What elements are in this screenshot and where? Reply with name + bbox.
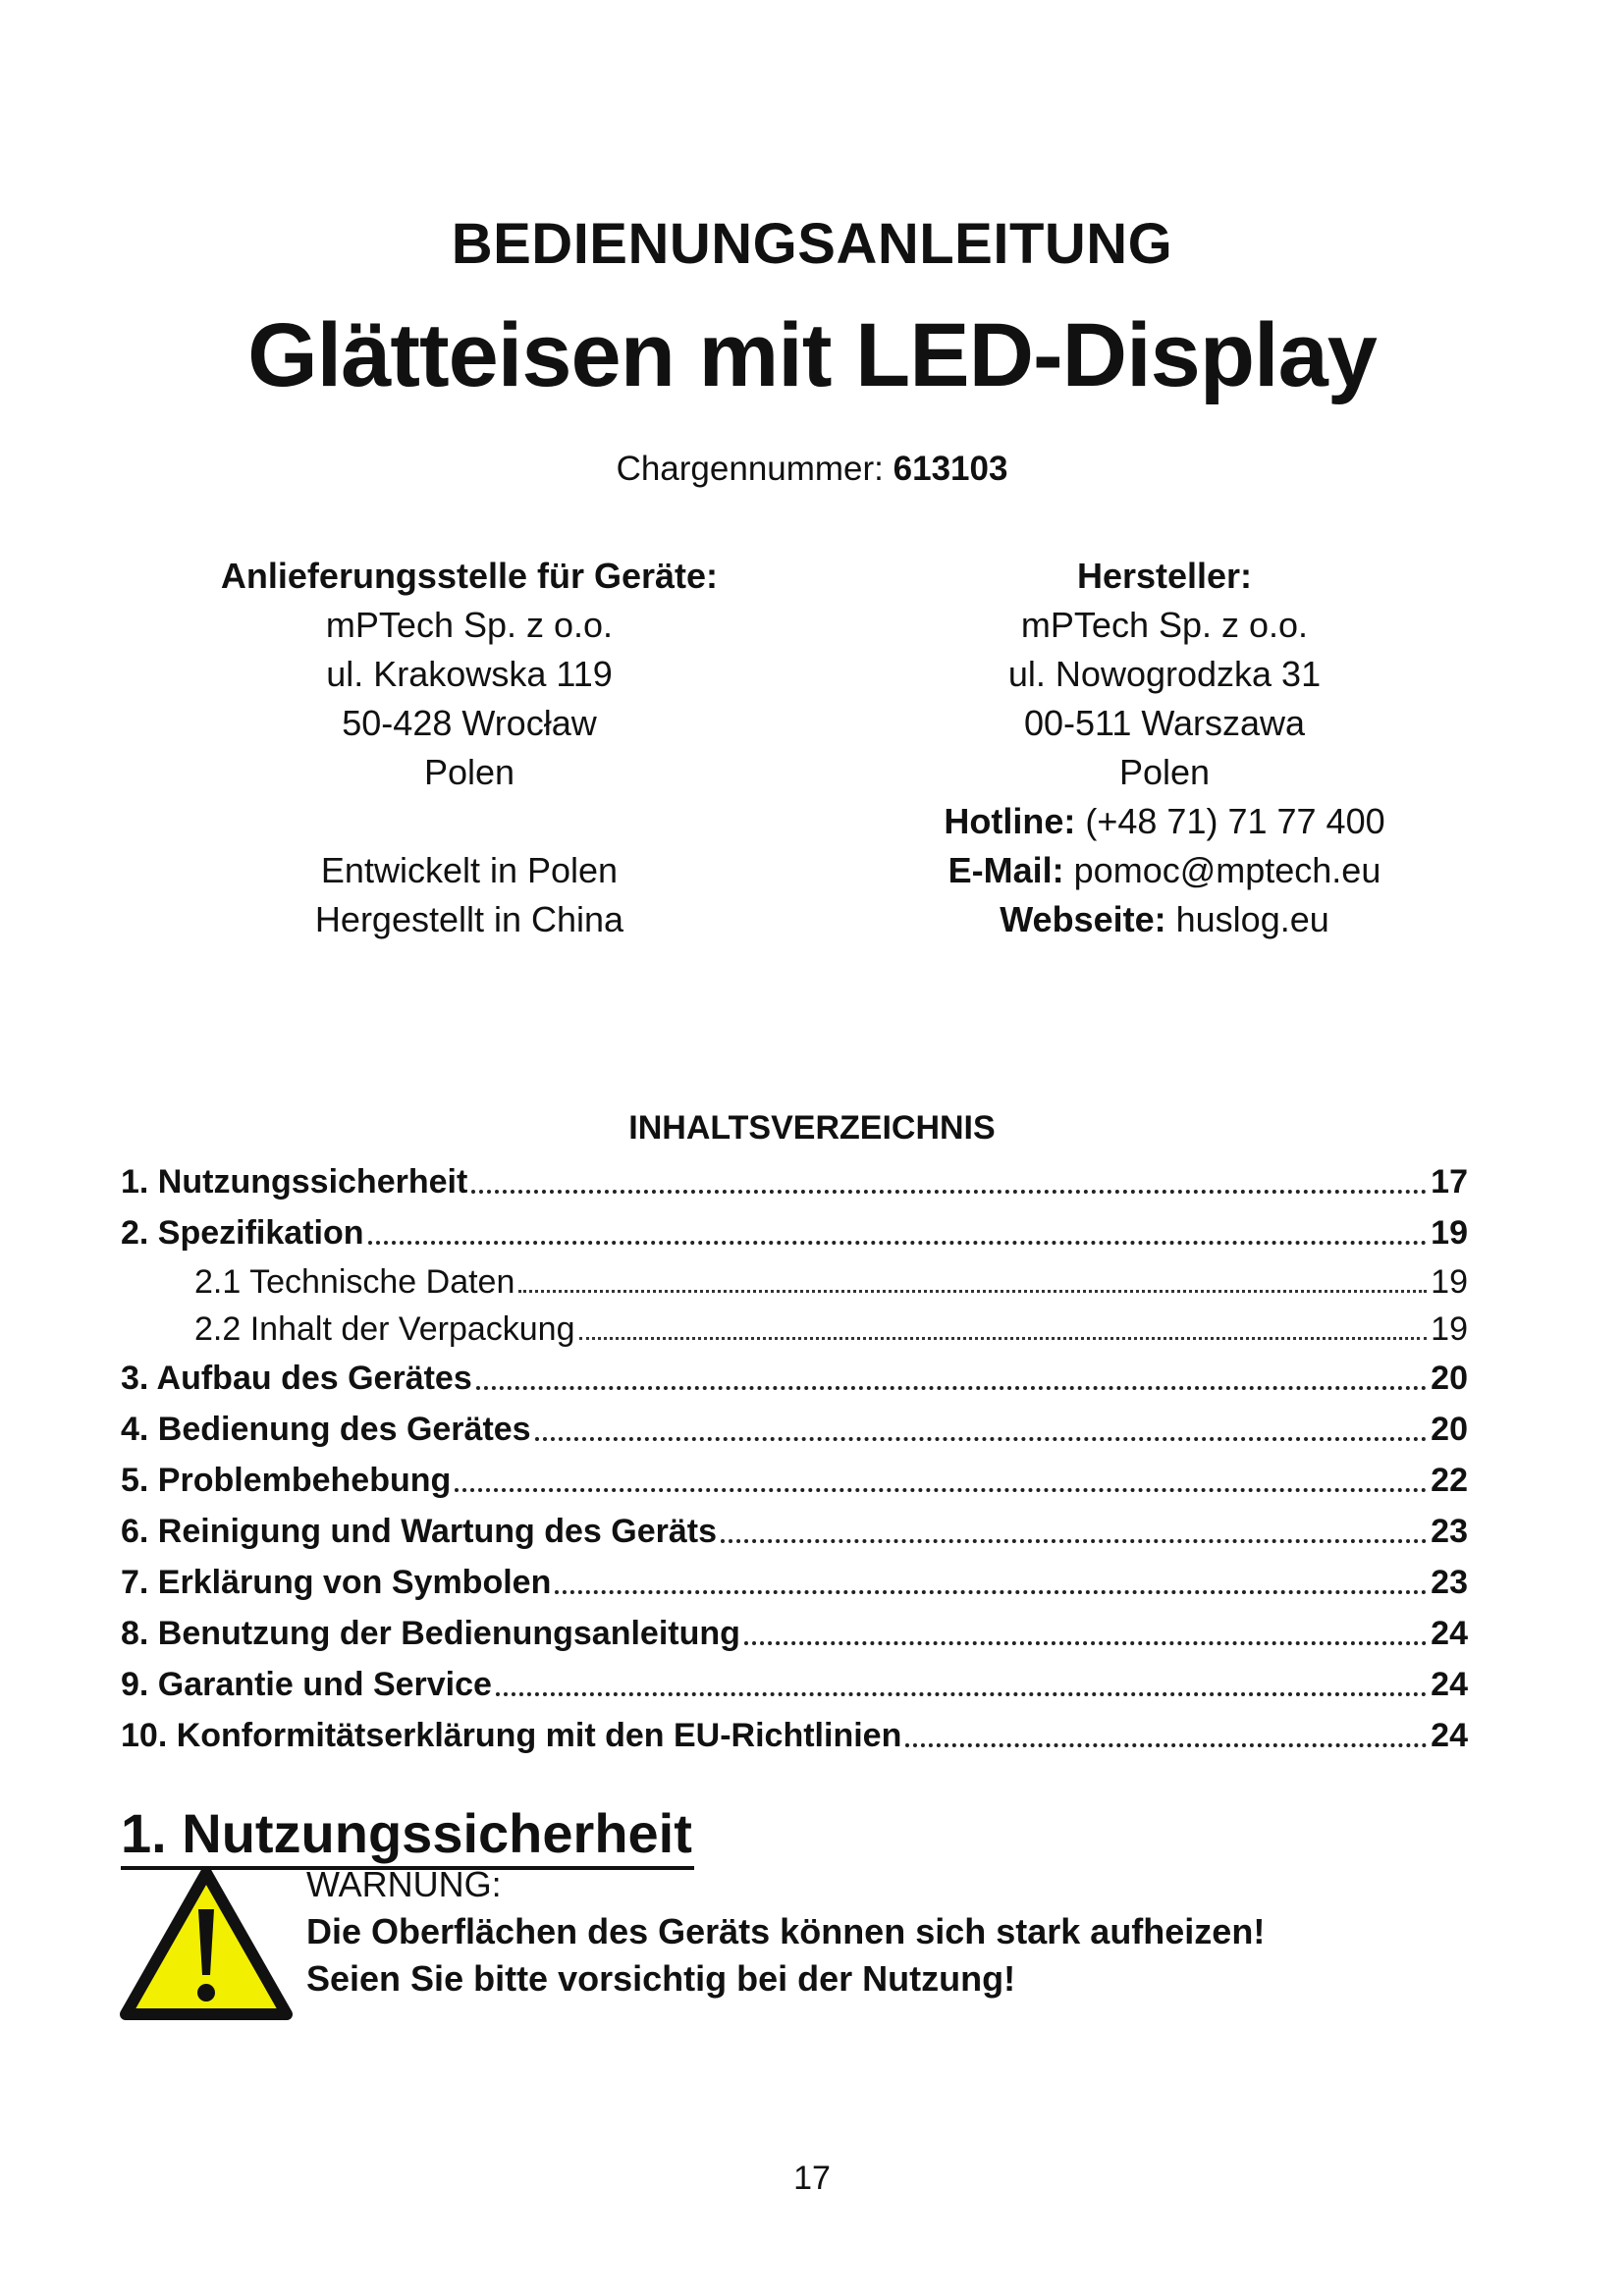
warning-line-1: Die Oberflächen des Geräts können sich stark aufheizen! [306, 1911, 1266, 1951]
manufacturer-country: Polen [1118, 752, 1211, 792]
toc-entry-page: 17 [1431, 1163, 1468, 1201]
toc-entry-text: 10. Konformitätserklärung mit den EU-Richtlinien [121, 1717, 902, 1754]
delivery-city: 50-428 Wrocław [342, 703, 597, 743]
toc-entry [121, 1353, 1468, 1404]
toc-entry-page: 20 [1431, 1360, 1468, 1397]
delivery-company: mPTech Sp. z o.o. [325, 605, 614, 645]
toc-entry-text: 9. Garantie und Service [121, 1666, 492, 1703]
toc-leader-dots [471, 1190, 1427, 1194]
email-label: E-Mail: [947, 850, 1064, 890]
toc-entry-text: 2.2 Inhalt der Verpackung [194, 1310, 575, 1348]
warning-triangle-icon [120, 1865, 293, 2022]
toc-entry-text: 2. Spezifikation [121, 1214, 364, 1252]
toc-leader-dots [579, 1337, 1428, 1340]
manufacturer-block [811, 552, 1518, 944]
warning-title: WARNUNG: [306, 1864, 502, 1904]
website-line [811, 895, 1518, 944]
toc-entry [121, 1557, 1468, 1608]
toc-entry-page: 22 [1431, 1462, 1468, 1499]
toc-entry-text: 1. Nutzungssicherheit [121, 1163, 468, 1201]
website-label: Webseite: [1000, 899, 1166, 939]
toc-entry-text: 3. Aufbau des Gerätes [121, 1360, 472, 1397]
toc-entry-page: 23 [1431, 1513, 1468, 1550]
toc-entry-page: 19 [1431, 1310, 1468, 1348]
document-title: Glätteisen mit LED-Display [247, 305, 1377, 405]
toc-entry [121, 1506, 1468, 1557]
toc-entry [121, 1455, 1468, 1506]
email-line [811, 846, 1518, 895]
toc-entry-text: 2.1 Technische Daten [194, 1263, 515, 1301]
toc-leader-dots [721, 1539, 1427, 1543]
toc-leader-dots [476, 1386, 1427, 1390]
batch-number-line [0, 450, 1624, 489]
manufacturer-city: 00-511 Warszawa [1023, 703, 1306, 743]
toc-entry [121, 1608, 1468, 1659]
toc-leader-dots [535, 1437, 1428, 1441]
toc-entry-page: 24 [1431, 1666, 1468, 1703]
toc-leader-dots [368, 1241, 1428, 1245]
delivery-country: Polen [423, 752, 515, 792]
warning-text [306, 1861, 1265, 2002]
toc-entry-page: 20 [1431, 1411, 1468, 1448]
toc-entry-page: 23 [1431, 1564, 1468, 1601]
toc-entry-text: 4. Bedienung des Gerätes [121, 1411, 531, 1448]
warning-line-2: Seien Sie bitte vorsichtig bei der Nutzung! [306, 1958, 1016, 1999]
toc-leader-dots [455, 1488, 1427, 1492]
delivery-address-block [116, 552, 823, 944]
manufacturer-street: ul. Nowogrodzka 31 [1007, 654, 1322, 694]
section-heading: 1. Nutzungssicherheit [121, 1801, 694, 1870]
toc-entry-text: 7. Erklärung von Symbolen [121, 1564, 552, 1601]
toc-entry-page: 24 [1431, 1615, 1468, 1652]
delivery-heading: Anlieferungsstelle für Geräte: [220, 556, 719, 596]
manufacturer-heading: Hersteller: [1076, 556, 1253, 596]
toc-entry [121, 1659, 1468, 1710]
toc-title: INHALTSVERZEICHNIS [628, 1109, 996, 1147]
toc-leader-dots [555, 1590, 1427, 1594]
toc-entry-page: 19 [1431, 1263, 1468, 1301]
toc-leader-dots [496, 1692, 1427, 1696]
document-type: BEDIENUNGSANLEITUNG [451, 212, 1173, 276]
toc-leader-dots [744, 1641, 1427, 1645]
made-in: Hergestellt in China [314, 899, 624, 939]
toc-leader-dots [518, 1290, 1427, 1293]
toc-entry [121, 1710, 1468, 1761]
toc-entry [121, 1207, 1468, 1258]
page-number: 17 [793, 2160, 831, 2197]
delivery-street: ul. Krakowska 119 [326, 654, 613, 694]
table-of-contents [121, 1156, 1468, 1761]
hotline-label: Hotline: [944, 801, 1076, 841]
toc-entry-text: 8. Benutzung der Bedienungsanleitung [121, 1615, 740, 1652]
toc-entry-text: 5. Problembehebung [121, 1462, 452, 1499]
website-address: huslog.eu [1175, 899, 1329, 939]
toc-entry-page: 24 [1431, 1717, 1468, 1754]
email-address: pomoc@mptech.eu [1073, 850, 1381, 890]
spacer [116, 797, 823, 846]
manufacturer-company: mPTech Sp. z o.o. [1020, 605, 1309, 645]
toc-entry [121, 1156, 1468, 1207]
batch-label: Chargennummer: [616, 450, 884, 488]
toc-leader-dots [905, 1743, 1427, 1747]
toc-entry [121, 1404, 1468, 1455]
hotline-line [811, 797, 1518, 846]
hotline-number: (+48 71) 71 77 400 [1085, 801, 1385, 841]
toc-entry-text: 6. Reinigung und Wartung des Geräts [121, 1513, 718, 1550]
toc-subentry [121, 1306, 1468, 1353]
developed-in: Entwickelt in Polen [320, 850, 619, 890]
toc-subentry [121, 1258, 1468, 1306]
batch-number: 613103 [893, 450, 1008, 488]
toc-entry-page: 19 [1431, 1214, 1468, 1252]
